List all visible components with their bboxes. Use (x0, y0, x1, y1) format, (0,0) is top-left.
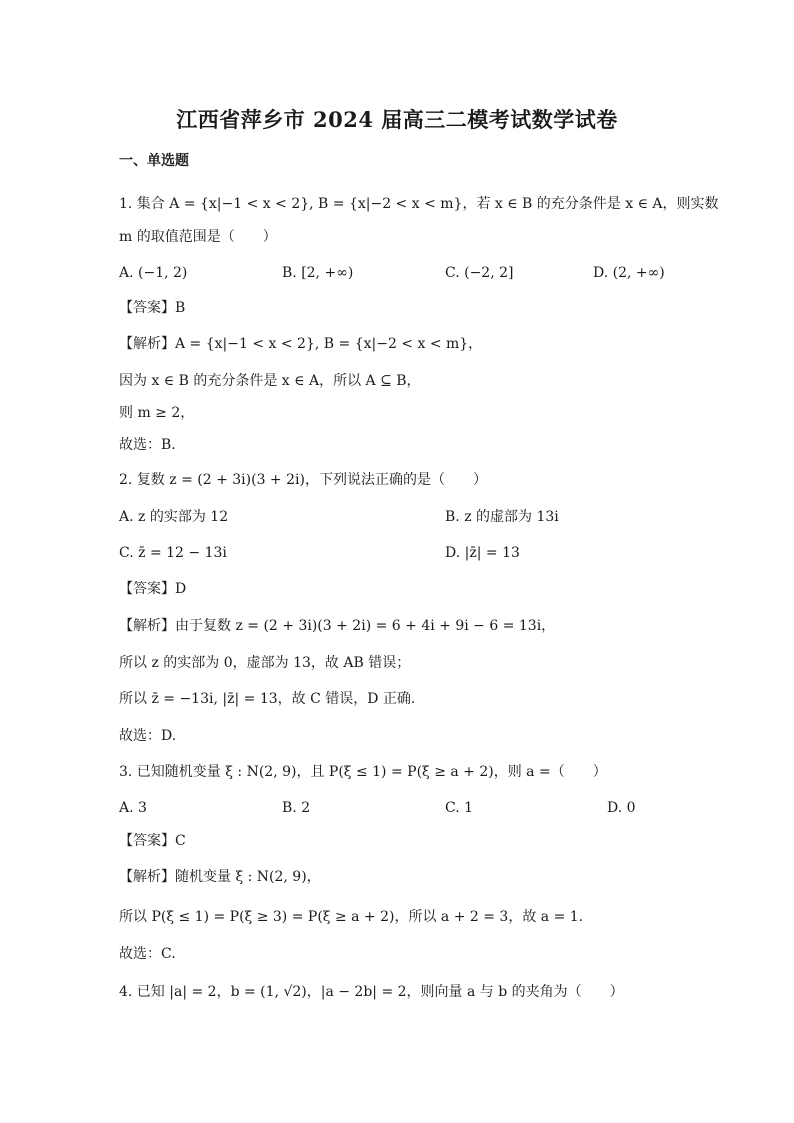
q2-analysis-line: 【解析】由于复数 z = (2 + 3i)(3 + 2i) = 6 + 4i + 9i − 6 = 13i， (119, 618, 556, 634)
section-heading: 一、单选题 (119, 153, 189, 169)
q2-option-d: D. |z̄| = 13 (445, 545, 520, 561)
q2-option-b: B. z 的虚部为 13i (445, 509, 559, 525)
q2-analysis-line: 所以 z 的实部为 0，虚部为 13，故 AB 错误； (119, 655, 411, 671)
q2-analysis-line: 故选：D. (119, 728, 177, 744)
q1-answer: 【答案】B (119, 300, 186, 316)
q1-option-c: C. (−2, 2] (445, 265, 514, 281)
q1-stem-line1: 1. 集合 A = {x|−1 < x < 2}, B = {x|−2 < x < m}，若 x ∈ B 的充分条件是 x ∈ A，则实数 (119, 196, 719, 212)
q1-stem-line2: m 的取值范围是（ ） (119, 229, 277, 245)
q1-option-a: A. (−1, 2) (119, 265, 188, 281)
q1-analysis-line: 故选：B. (119, 437, 176, 453)
q3-analysis-line: 【解析】随机变量 ξ : N(2, 9)， (119, 869, 321, 885)
q2-option-a: A. z 的实部为 12 (119, 509, 229, 525)
q1-analysis-line: 【解析】A = {x|−1 < x < 2}, B = {x|−2 < x < m}， (119, 336, 483, 352)
q3-analysis-line: 所以 P(ξ ≤ 1) = P(ξ ≥ 3) = P(ξ ≥ a + 2)，所以 a + 2 = 3，故 a = 1. (119, 909, 584, 925)
q3-stem: 3. 已知随机变量 ξ : N(2, 9)，且 P(ξ ≤ 1) = P(ξ ≥ a + 2)，则 a =（ ） (119, 764, 607, 780)
q3-option-c: C. 1 (445, 800, 474, 816)
q2-stem: 2. 复数 z = (2 + 3i)(3 + 2i)，下列说法正确的是（ ） (119, 472, 487, 488)
q1-option-d: D. (2, +∞) (593, 265, 665, 281)
q2-option-c: C. z̄ = 12 − 13i (119, 545, 227, 561)
q3-answer: 【答案】C (119, 833, 186, 849)
q1-analysis-line: 因为 x ∈ B 的充分条件是 x ∈ A，所以 A ⊆ B， (119, 373, 421, 389)
q3-option-b: B. 2 (282, 800, 311, 816)
q1-option-b: B. [2, +∞) (282, 265, 354, 281)
document-title: 江西省萍乡市 2024 届高三二模考试数学试卷 (176, 107, 618, 132)
q3-option-d: D. 0 (607, 800, 636, 816)
q1-analysis-line: 则 m ≥ 2， (119, 405, 195, 421)
q2-answer: 【答案】D (119, 581, 187, 597)
q4-stem: 4. 已知 |a| = 2，b = (1, √2)，|a − 2b| = 2，则向量 a 与 b 的夹角为（ ） (119, 984, 624, 1000)
q3-analysis-line: 故选：C. (119, 946, 176, 962)
q3-option-a: A. 3 (119, 800, 147, 816)
q2-analysis-line: 所以 z̄ = −13i, |z̄| = 13，故 C 错误，D 正确. (119, 691, 416, 707)
